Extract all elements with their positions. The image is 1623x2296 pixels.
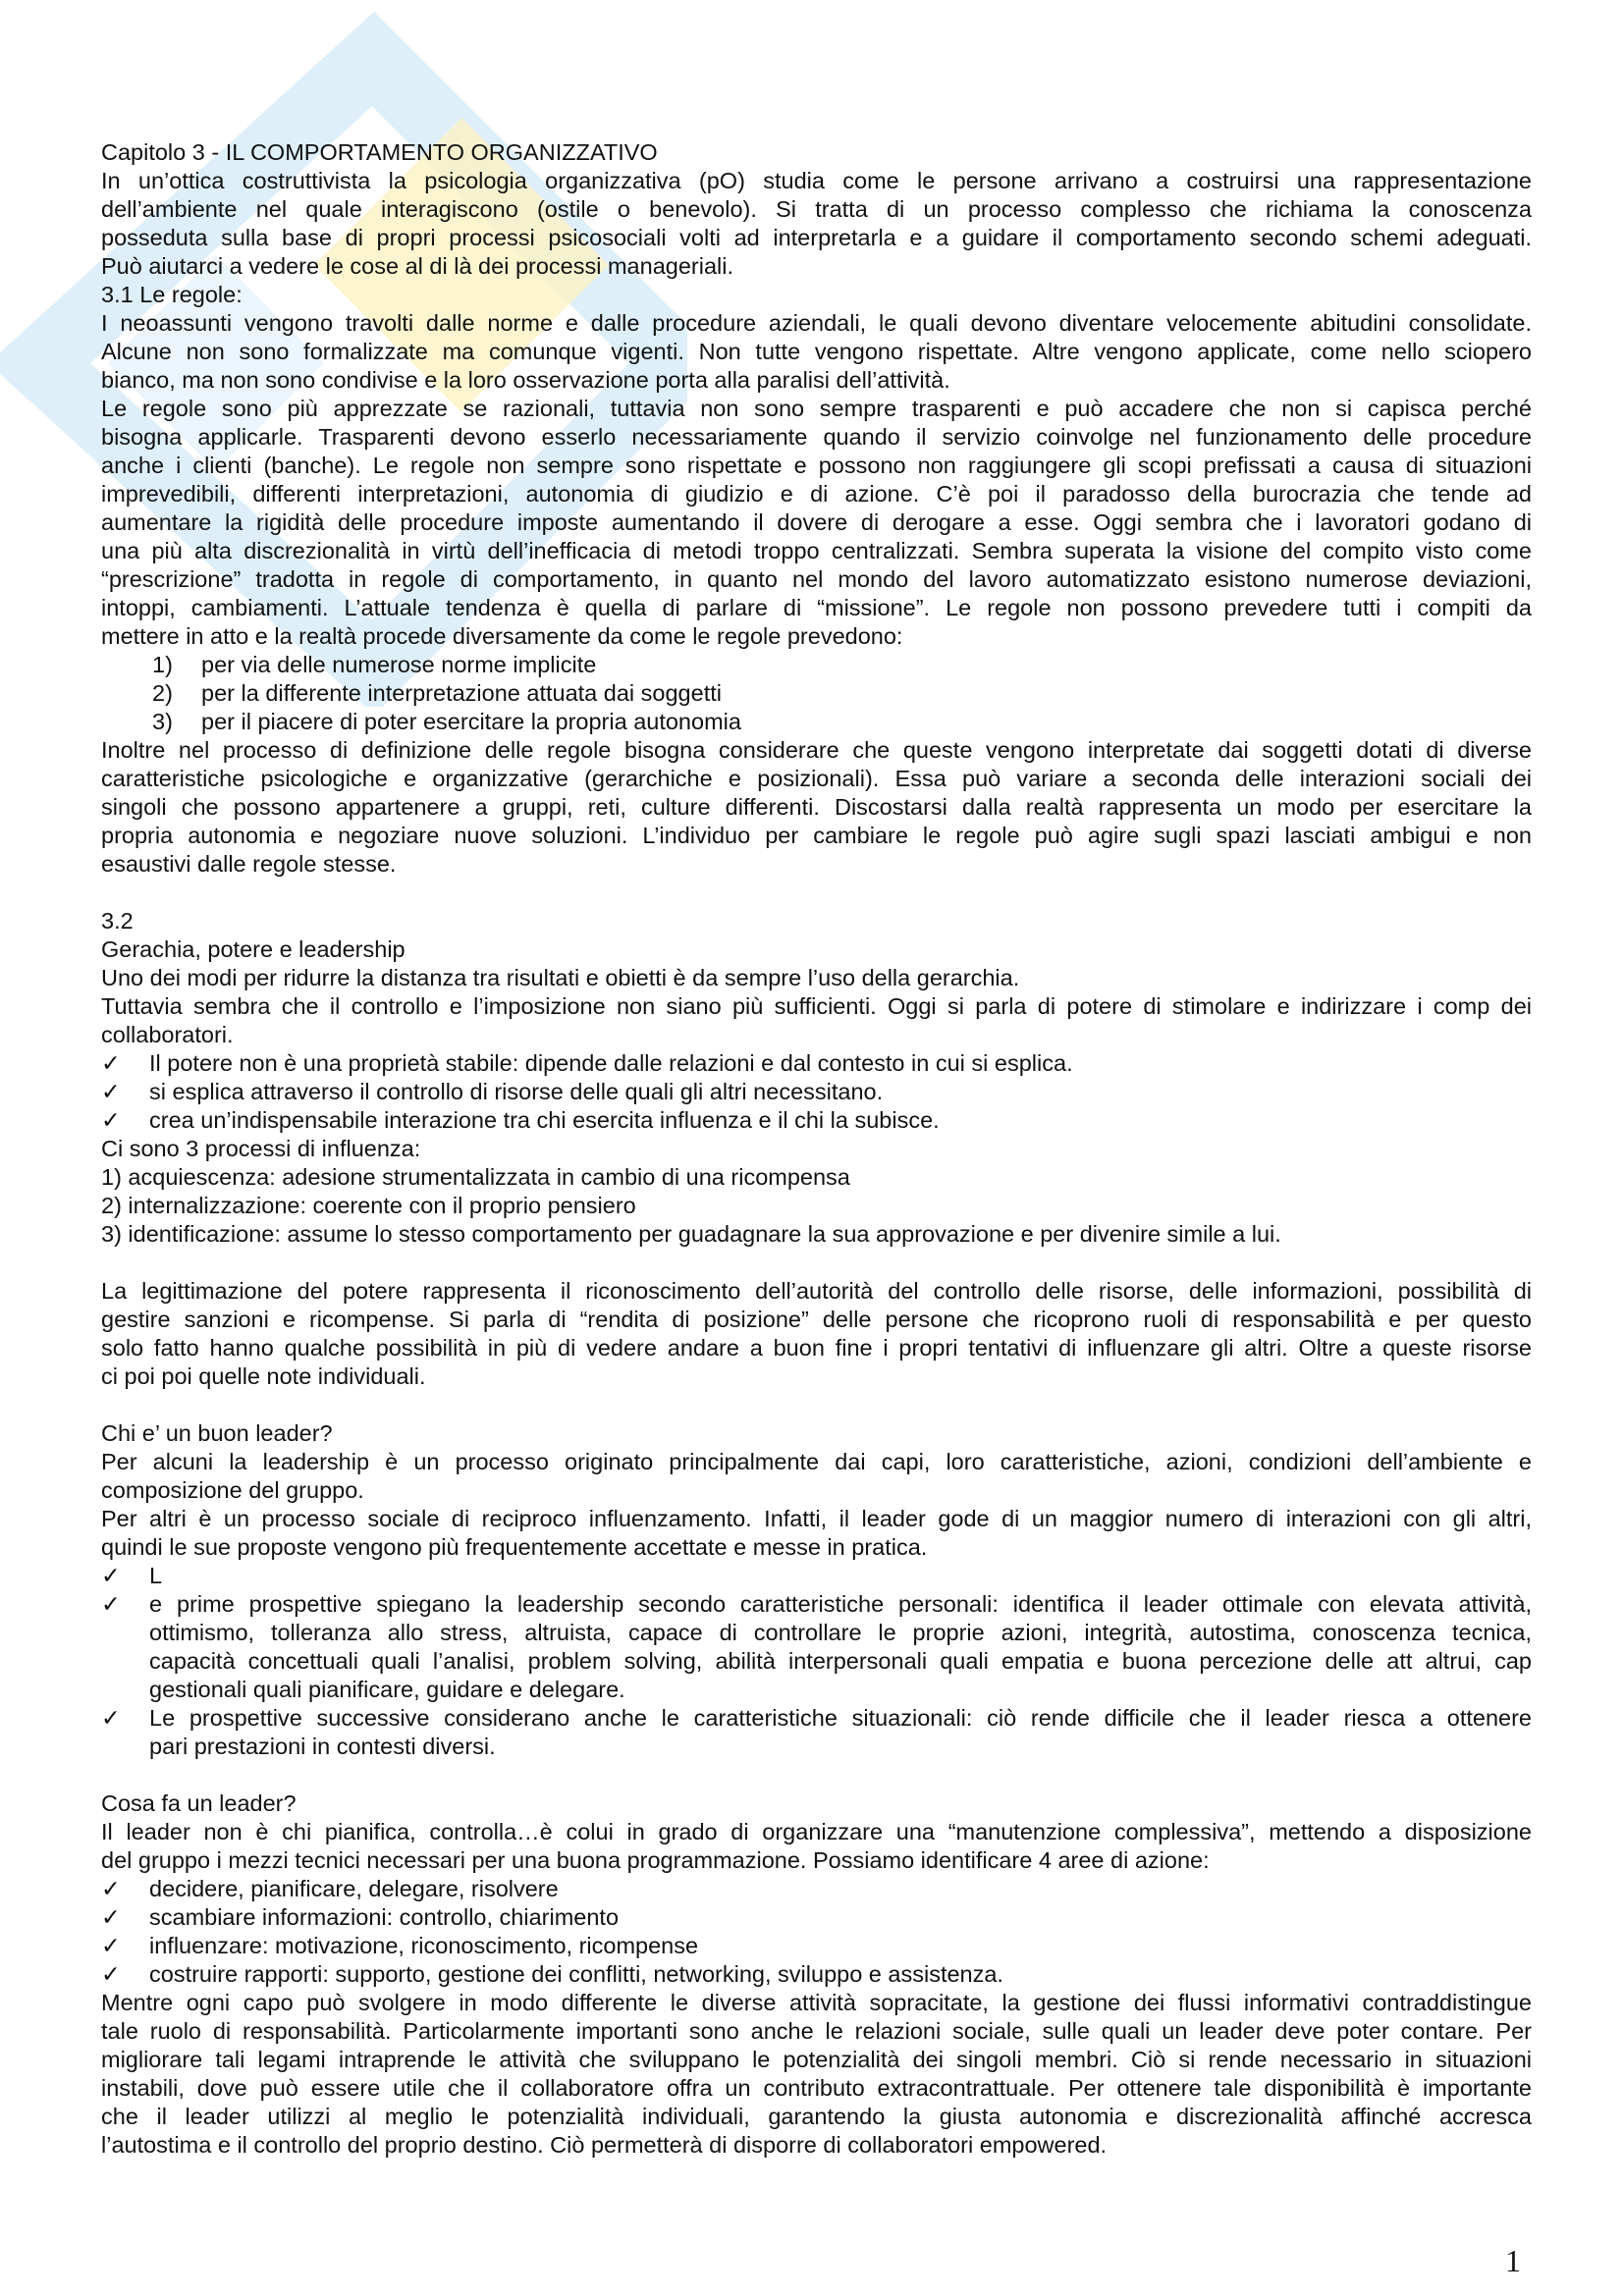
- text-line: tale ruolo di responsabilità. Particolarmente importanti sono anche le relazioni sociale, sulle quali un leader deve poter contare. Per: [101, 2018, 1532, 2044]
- paragraph: [101, 309, 1532, 395]
- checklist-item: [101, 1960, 1532, 1989]
- text-line: 2) internalizzazione: coerente con il proprio pensiero: [101, 1193, 636, 1218]
- text-block: [101, 907, 1532, 992]
- text-line: per la differente interpretazione attuata dai soggetti: [201, 680, 722, 706]
- checkmark-icon: ✓: [101, 1933, 121, 1958]
- text-line: Le regole sono più apprezzate se razionali, tuttavia non sono sempre trasparenti e può accadere che non si capisca perché: [101, 396, 1532, 421]
- checklist-item: [101, 1562, 1532, 1590]
- text-line: gestire sanzioni e ricompense. Si parla di “rendita di posizione” delle persone che ricoprono ruoli di responsabilità e per questo: [101, 1307, 1532, 1332]
- text-line: composizione del gruppo.: [101, 1477, 364, 1503]
- list-item-text: [149, 1704, 1532, 1761]
- list-number: 1): [152, 652, 173, 677]
- text-line: imprevedibili, differenti interpretazioni, autonomia di giudizio e di azione. C’è poi il paradosso della burocrazia che tende ad: [101, 481, 1532, 507]
- text-line: si esplica attraverso il controllo di risorse delle quali gli altri necessitano.: [149, 1079, 884, 1104]
- list-item-text: [149, 1078, 1532, 1106]
- page-number: 1: [1505, 2243, 1521, 2278]
- text-line: migliorare tali legami intraprende le attività che sviluppano le potenzialità dei singoli membri. Ciò si rende necessario in situazioni: [101, 2047, 1532, 2072]
- text-line: Ci sono 3 processi di influenza:: [101, 1136, 421, 1161]
- checkmark-icon: ✓: [101, 1050, 121, 1076]
- text-line: dell’ambiente nel quale interagiscono (ostile o benevolo). Si tratta di un processo complesso che richiama la conoscenza: [101, 196, 1532, 222]
- text-line: mettere in atto e la realtà procede diversamente da come le regole prevedono:: [101, 623, 903, 649]
- text-line: che il leader utilizzi al meglio le potenzialità individuali, garantendo la giusta autonomia e discrezionalità affinché accresca: [101, 2104, 1532, 2129]
- text-line: decidere, pianificare, delegare, risolvere: [149, 1876, 559, 1901]
- text-line: Gerachia, potere e leadership: [101, 936, 406, 962]
- paragraph: [101, 1448, 1532, 1505]
- list-item-text: [149, 1590, 1532, 1704]
- checklist-item: [101, 1704, 1532, 1761]
- text-line: Il potere non è una proprietà stabile: dipende dalle relazioni e dal contesto in cui si esplica.: [149, 1050, 1073, 1076]
- list-item-text: [149, 1903, 1532, 1932]
- list-item-text: [149, 1932, 1532, 1960]
- text-block: [101, 138, 1532, 167]
- text-line: Mentre ogni capo può svolgere in modo differente le diverse attività sopracitate, la gestione dei flussi informativi contraddistingue: [101, 1990, 1532, 2015]
- numbered-list-item: [101, 708, 1532, 736]
- text-line: l’autostima e il controllo del proprio destino. Ciò permetterà di disporre di collaboratori empowered.: [101, 2132, 1108, 2158]
- text-line: ci poi poi quelle note individuali.: [101, 1363, 426, 1389]
- text-block: [101, 1419, 1532, 1448]
- text-line: Può aiutarci a vedere le cose al di là dei processi manageriali.: [101, 253, 733, 279]
- text-line: quindi le sue proposte vengono più frequentemente accettate e messe in pratica.: [101, 1534, 928, 1560]
- paragraph: [101, 1277, 1532, 1391]
- checkmark-icon: ✓: [101, 1961, 121, 1987]
- paragraph: [101, 1989, 1532, 2160]
- checklist-item: [101, 1903, 1532, 1932]
- checklist-item: [101, 1932, 1532, 1960]
- text-line: capacità concettuali quali l’analisi, problem solving, abilità interpersonali quali empatia e buona percezione delle att altrui, cap: [149, 1648, 1532, 1674]
- text-line: per il piacere di poter esercitare la propria autonomia: [201, 709, 741, 734]
- list-item-text: [149, 1875, 1532, 1903]
- text-line: influenzare: motivazione, riconoscimento, ricompense: [149, 1933, 699, 1958]
- text-line: una più alta discrezionalità in virtù dell’inefficacia di metodi troppo centralizzati. Sembra superata la visione del compito visto come: [101, 538, 1532, 563]
- text-line: I neoassunti vengono travolti dalle norme e dalle procedure aziendali, le quali devono diventare velocemente abitudini consolidate.: [101, 310, 1532, 336]
- list-item-text: [149, 1049, 1532, 1078]
- text-line: gestionali quali pianificare, guidare e delegare.: [149, 1677, 625, 1702]
- text-line: anche i clienti (banche). Le regole non sempre sono rispettate e possono non raggiungere gli scopi prefissati a causa di situazioni: [101, 453, 1532, 478]
- text-line: crea un’indispensabile interazione tra chi esercita influenza e il chi la subisce.: [149, 1107, 940, 1133]
- text-line: In un’ottica costruttivista la psicologia organizzativa (pO) studia come le persone arrivano a costruirsi una rappresentazione: [101, 168, 1532, 193]
- checkmark-icon: ✓: [101, 1591, 121, 1617]
- text-block: [101, 1789, 1532, 1818]
- checkmark-icon: ✓: [101, 1079, 121, 1104]
- checklist-item: [101, 1106, 1532, 1135]
- blank-line: [101, 879, 1532, 907]
- text-block: [101, 1135, 1532, 1249]
- checkmark-icon: ✓: [101, 1904, 121, 1930]
- document-body: [101, 138, 1532, 2160]
- text-line: aumentare la rigidità delle procedure imposte aumentando il dovere di derogare a esse. Oggi sembra che i lavoratori godano di: [101, 509, 1532, 535]
- text-block: [101, 281, 1532, 309]
- text-line: Tuttavia sembra che il controllo e l’imposizione non siano più sufficienti. Oggi si parla di potere di stimolare e indirizzare i comp dei: [101, 993, 1532, 1019]
- checkmark-icon: ✓: [101, 1705, 121, 1731]
- text-line: intoppi, cambiamenti. L’attuale tendenza è quella di parlare di “missione”. Le regole non possono prevedere tutti i compiti da: [101, 595, 1532, 620]
- blank-line: [101, 1391, 1532, 1419]
- text-line: Per altri è un processo sociale di reciproco influenzamento. Infatti, il leader gode di un maggior numero di interazioni con gli altri,: [101, 1506, 1532, 1531]
- text-line: bisogna applicarle. Trasparenti devono esserlo necessariamente quando il servizio coinvolge nel funzionamento delle procedure: [101, 424, 1532, 450]
- text-line: solo fatto hanno qualche possibilità in più di vedere andare a buon fine i propri tentativi di influenzare gli altri. Oltre a queste risorse: [101, 1335, 1532, 1361]
- paragraph: [101, 992, 1532, 1049]
- text-line: “prescrizione” tradotta in regole di comportamento, in quanto nel mondo del lavoro automatizzato esistono numerose deviazioni,: [101, 566, 1532, 592]
- list-number: 3): [152, 709, 173, 734]
- text-line: Le prospettive successive considerano anche le caratteristiche situazionali: ciò rende difficile che il leader riesca a ottenere: [149, 1705, 1532, 1731]
- text-line: Cosa fa un leader?: [101, 1790, 297, 1816]
- blank-line: [101, 1249, 1532, 1277]
- text-line: Il leader non è chi pianifica, controlla…è colui in grado di organizzare una “manutenzione complessiva”, mettendo a disposizione: [101, 1819, 1532, 1844]
- text-line: L: [149, 1563, 163, 1588]
- list-item-text: [201, 679, 1532, 708]
- numbered-list-item: [101, 651, 1532, 679]
- checklist: [101, 1875, 1532, 1989]
- text-line: La legittimazione del potere rappresenta il riconoscimento dell’autorità del controllo delle risorse, delle informazioni, possibilità di: [101, 1278, 1532, 1304]
- text-line: 3.1 Le regole:: [101, 282, 243, 307]
- checklist-item: [101, 1078, 1532, 1106]
- text-line: costruire rapporti: supporto, gestione dei conflitti, networking, sviluppo e assistenza.: [149, 1961, 1003, 1987]
- text-line: del gruppo i mezzi tecnici necessari per una buona programmazione. Possiamo identificare 4 aree di azione:: [101, 1847, 1210, 1873]
- text-line: propria autonomia e negoziare nuove soluzioni. L’individuo per cambiare le regole può agire sugli spazi lasciati ambigui e non: [101, 823, 1532, 848]
- checklist-item: [101, 1590, 1532, 1704]
- checklist: [101, 1562, 1532, 1761]
- text-line: Per alcuni la leadership è un processo originato principalmente dai capi, loro caratteristiche, azioni, condizioni dell’ambiente e: [101, 1449, 1532, 1474]
- numbered-list: [101, 651, 1532, 736]
- paragraph: [101, 395, 1532, 651]
- text-line: bianco, ma non sono condivise e la loro osservazione porta alla paralisi dell’attività.: [101, 367, 950, 393]
- text-line: posseduta sulla base di propri processi psicosociali volti ad interpretarla e a guidare il comportamento secondo schemi adeguati.: [101, 225, 1532, 250]
- numbered-list-item: [101, 679, 1532, 708]
- text-line: e prime prospettive spiegano la leadership secondo caratteristiche personali: identifica il leader ottimale con elevata attività,: [149, 1591, 1532, 1617]
- checklist-item: [101, 1049, 1532, 1078]
- text-line: Alcune non sono formalizzate ma comunque vigenti. Non tutte vengono rispettate. Altre vengono applicate, come nello sciopero: [101, 339, 1532, 364]
- text-line: singoli che possono appartenere a gruppi, reti, culture differenti. Discostarsi dalla realtà rappresenta un modo per esercitare la: [101, 794, 1532, 820]
- text-line: Chi e’ un buon leader?: [101, 1420, 333, 1446]
- checkmark-icon: ✓: [101, 1876, 121, 1901]
- checkmark-icon: ✓: [101, 1563, 121, 1588]
- list-item-text: [201, 651, 1532, 679]
- list-item-text: [149, 1562, 1532, 1590]
- paragraph: [101, 1818, 1532, 1875]
- checklist-item: [101, 1875, 1532, 1903]
- text-line: collaboratori.: [101, 1022, 234, 1047]
- paragraph: [101, 1505, 1532, 1562]
- text-line: Capitolo 3 - IL COMPORTAMENTO ORGANIZZATIVO: [101, 139, 658, 165]
- paragraph: [101, 167, 1532, 281]
- text-line: ottimismo, tolleranza allo stress, altruista, capace di controllare le proprie azioni, integrità, autostima, conoscenza tecnica,: [149, 1620, 1532, 1645]
- checkmark-icon: ✓: [101, 1107, 121, 1133]
- list-number: 2): [152, 680, 173, 706]
- text-line: Uno dei modi per ridurre la distanza tra risultati e obietti è da sempre l’uso della gerarchia.: [101, 965, 1020, 990]
- list-item-text: [201, 708, 1532, 736]
- text-line: caratteristiche psicologiche e organizzative (gerarchiche e posizionali). Essa può variare a seconda delle interazioni sociali dei: [101, 766, 1532, 791]
- text-line: 3.2: [101, 908, 134, 934]
- list-item-text: [149, 1106, 1532, 1135]
- text-line: scambiare informazioni: controllo, chiarimento: [149, 1904, 620, 1930]
- text-line: 3) identificazione: assume lo stesso comportamento per guadagnare la sua approvazione e per divenire simile a lui.: [101, 1221, 1281, 1247]
- text-line: esaustivi dalle regole stesse.: [101, 851, 397, 877]
- checklist: [101, 1049, 1532, 1135]
- text-line: per via delle numerose norme implicite: [201, 652, 597, 677]
- text-line: pari prestazioni in contesti diversi.: [149, 1734, 496, 1759]
- text-line: 1) acquiescenza: adesione strumentalizzata in cambio di una ricompensa: [101, 1164, 850, 1190]
- blank-line: [101, 1761, 1532, 1789]
- text-line: instabili, dove può essere utile che il collaboratore offra un contributo extracontrattuale. Per ottenere tale disponibilità è importante: [101, 2075, 1532, 2101]
- paragraph: [101, 736, 1532, 879]
- list-item-text: [149, 1960, 1532, 1989]
- text-line: Inoltre nel processo di definizione delle regole bisogna considerare che queste vengono interpretate dai soggetti dotati di diverse: [101, 737, 1532, 763]
